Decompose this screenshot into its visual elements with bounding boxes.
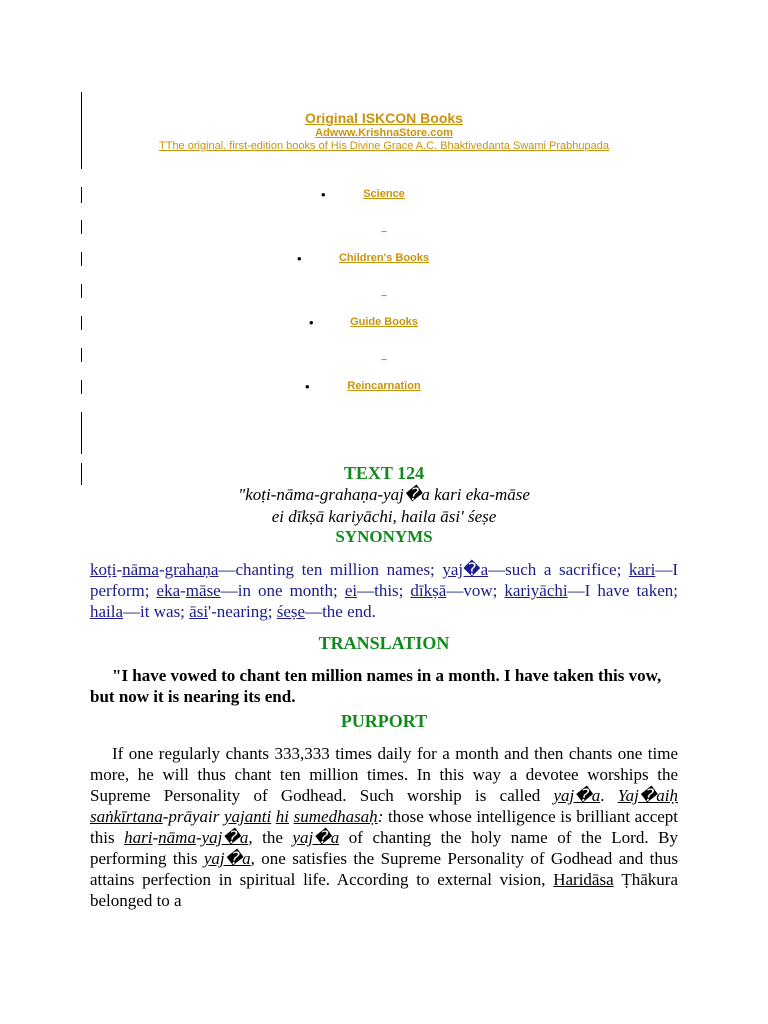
synonym-term: yaj�a <box>442 560 489 579</box>
synonym-term: koṭi <box>90 560 117 579</box>
purport-text: of chanting the holy name of the Lord. By performing this <box>90 828 679 868</box>
synonym-term: ei <box>344 581 358 600</box>
purport-term: yaj�a <box>203 849 251 868</box>
purport-text: If one regularly chants 333,333 times daily for a month and then chants one time more, he will thus chant ten million times. In this way a devotee worships the Supreme Personality of Godhead. Such worship is called <box>90 744 678 805</box>
synonyms-heading: SYNONYMS <box>335 527 433 546</box>
synonym-gloss: - <box>158 560 165 579</box>
purport-text: , one satisfies the Supreme Personality of Godhead and thus attains perfection in spiritual life. According to external vision, <box>90 849 678 889</box>
bullet-icon: • <box>321 187 326 202</box>
purport-heading: PURPORT <box>340 711 428 731</box>
bullet-icon: • <box>309 315 314 330</box>
purport-term: Haridāsa <box>553 870 614 889</box>
synonym-term: dīkṣā <box>410 581 447 600</box>
bullet-icon: • <box>305 379 310 394</box>
purport-text: Ṭhākura belonged to a <box>90 870 678 910</box>
translation-heading: TRANSLATION <box>318 633 450 653</box>
bullet-icon: • <box>297 251 302 266</box>
synonym-gloss: —I have taken; <box>567 581 678 600</box>
synonym-term: nāma <box>122 560 159 579</box>
synonym-term: haila <box>90 602 124 621</box>
purport-paragraph <box>90 743 678 911</box>
translation-paragraph: "I have vowed to chant ten million names in a month. I have taken this vow, but now it is nearing its end. <box>90 666 662 706</box>
nav-separator[interactable]: _ <box>381 222 387 232</box>
nav-link-guide-books[interactable]: Guide Books <box>350 316 418 328</box>
purport-term: yajanti <box>223 807 272 826</box>
purport-text: , the <box>248 828 293 847</box>
verse-line-2: ei dīkṣā kariyāchi, haila āsi' śeṣe <box>271 507 497 526</box>
left-rule-9 <box>81 412 82 454</box>
nav-item-childrens-books <box>0 251 768 267</box>
synonym-term: kari <box>628 560 656 579</box>
purport-text: -prāyair <box>162 807 224 826</box>
synonym-gloss: —in one month; <box>220 581 345 600</box>
nav-separator[interactable]: _ <box>381 350 387 360</box>
purport-term: Yaj�aiḥ <box>617 786 678 805</box>
synonym-term: āsi <box>189 602 209 621</box>
purport-text: - <box>152 828 159 847</box>
purport-text: : <box>377 807 384 826</box>
synonym-term: māse <box>185 581 221 600</box>
purport-term: yaj�a <box>201 828 249 847</box>
purport-term: saṅkīrtana <box>90 807 163 826</box>
purport-term: yaj�a <box>553 786 601 805</box>
purport-term: nāma <box>158 828 196 847</box>
nav-link-reincarnation[interactable]: Reincarnation <box>347 380 421 392</box>
purport-text: . <box>600 786 618 805</box>
nav-link-science[interactable]: Science <box>363 188 405 200</box>
synonym-gloss: - <box>180 581 186 600</box>
synonym-gloss: '-nearing; <box>208 602 277 621</box>
synonym-term: śeṣe <box>276 602 306 621</box>
nav-item-reincarnation <box>0 379 768 395</box>
site-tagline-link[interactable]: TThe original, first-edition books of His Divine Grace A.C. Bhaktivedanta Swami Prabhupada <box>159 140 609 152</box>
synonym-gloss: —this; <box>357 581 411 600</box>
synonym-gloss: - <box>116 560 123 579</box>
purport-text: - <box>195 828 202 847</box>
text-heading: TEXT 124 <box>343 463 425 483</box>
purport-text: those whose intelligence is brilliant accept this <box>90 807 679 847</box>
synonym-gloss: —I perform; <box>90 560 678 600</box>
site-title-link[interactable]: Original ISKCON Books <box>305 110 463 126</box>
nav-item-science <box>0 187 768 203</box>
synonym-gloss: —vow; <box>446 581 505 600</box>
site-url-link[interactable]: Adwww.KrishnaStore.com <box>315 127 453 139</box>
synonyms-paragraph <box>90 559 678 622</box>
synonym-term: eka <box>156 581 181 600</box>
nav-separator[interactable]: _ <box>381 286 387 296</box>
synonym-gloss: —such a sacrifice; <box>488 560 629 579</box>
synonym-term: grahaṇa <box>164 560 219 579</box>
synonym-gloss: —the end. <box>305 602 376 621</box>
nav-link-childrens-books[interactable]: Children's Books <box>338 252 430 264</box>
nav-item-guide-books <box>0 315 768 331</box>
purport-term: sumedhasaḥ <box>293 807 378 826</box>
purport-term: hari <box>124 828 153 847</box>
verse-line-1: "koṭi-nāma-grahaṇa-yaj�a kari eka-māse <box>238 485 530 504</box>
purport-term: hi <box>275 807 290 826</box>
synonym-gloss: —chanting ten million names; <box>218 560 443 579</box>
synonym-term: kariyāchi <box>504 581 568 600</box>
purport-term: yaj�a <box>292 828 340 847</box>
synonym-gloss: —it was; <box>123 602 190 621</box>
